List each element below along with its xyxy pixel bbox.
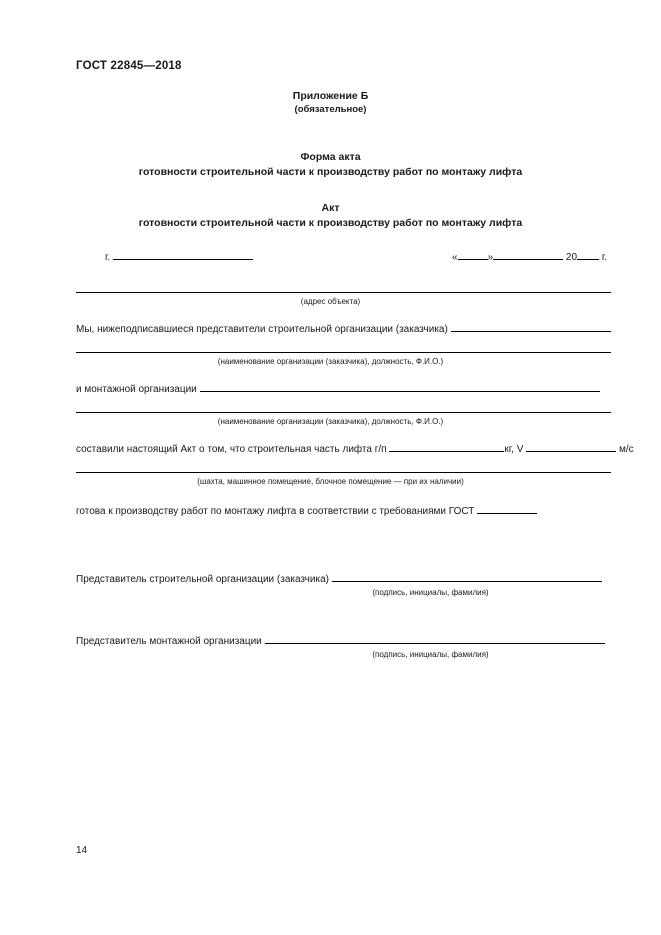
appendix-subtitle: (обязательное) bbox=[294, 104, 367, 115]
year-blank[interactable] bbox=[577, 248, 599, 260]
org-rule-2[interactable] bbox=[76, 412, 611, 413]
line-we-undersigned bbox=[76, 320, 611, 337]
appendix-block bbox=[0, 89, 661, 116]
installation-org-text: и монтажной организации bbox=[76, 384, 197, 395]
installation-org-blank[interactable] bbox=[200, 380, 600, 392]
unit-kg: кг, V bbox=[504, 444, 524, 455]
act-title-line2: готовности строительной части к производству работ по монтажу лифта bbox=[138, 217, 523, 229]
caption-signature-2: (подпись, инициалы, фамилия) bbox=[372, 650, 489, 659]
rep-construction-org-blank[interactable] bbox=[332, 570, 602, 582]
org-rule-1[interactable] bbox=[76, 352, 611, 353]
appendix-title: Приложение Б bbox=[292, 90, 369, 102]
drew-up-act-text: составили настоящий Акт о том, что строительная часть лифта г/п bbox=[76, 444, 387, 455]
act-title-line1: Акт bbox=[321, 202, 340, 214]
line-drew-up-act bbox=[76, 440, 634, 457]
rep-installation-org-blank[interactable] bbox=[265, 632, 605, 644]
unit-speed: м/с bbox=[618, 444, 634, 455]
ready-text: готова к производству работ по монтажу лифта в соответствии с требованиями ГОСТ bbox=[76, 506, 475, 517]
object-address-rule[interactable] bbox=[76, 292, 611, 293]
caption-shaft-note: (шахта, машинное помещение, блочное помещение — при их наличии) bbox=[197, 477, 464, 486]
city-label: г. bbox=[105, 252, 111, 263]
we-undersigned-blank[interactable] bbox=[451, 320, 611, 332]
year-prefix: 20 bbox=[565, 252, 578, 263]
quote-open: « bbox=[452, 252, 458, 263]
day-blank[interactable] bbox=[458, 248, 488, 260]
rep-installation-org-text: Представитель монтажной организации bbox=[76, 636, 262, 647]
date-field bbox=[452, 248, 607, 263]
line-installation-org bbox=[76, 380, 600, 397]
form-title-line1: Форма акта bbox=[300, 151, 361, 163]
speed-blank[interactable] bbox=[526, 440, 616, 452]
form-title bbox=[0, 150, 661, 180]
city-field bbox=[105, 248, 253, 263]
caption-signature-1: (подпись, инициалы, фамилия) bbox=[372, 588, 489, 597]
line-ready bbox=[76, 502, 537, 519]
page-number: 14 bbox=[76, 845, 88, 856]
city-blank[interactable] bbox=[113, 248, 253, 260]
capacity-blank[interactable] bbox=[389, 440, 504, 452]
quote-close: » bbox=[487, 252, 494, 263]
caption-org-details-2: (наименование организации (заказчика), должность, Ф.И.О.) bbox=[217, 417, 444, 426]
caption-object-address: (адрес объекта) bbox=[300, 297, 361, 306]
form-title-line2: готовности строительной части к производству работ по монтажу лифта bbox=[138, 166, 523, 178]
standard-header: ГОСТ 22845—2018 bbox=[76, 60, 182, 72]
rep-construction-org-text: Представитель строительной организации (заказчика) bbox=[76, 574, 329, 585]
shaft-rule[interactable] bbox=[76, 472, 611, 473]
month-blank[interactable] bbox=[493, 248, 563, 260]
line-rep-installation-org bbox=[76, 632, 605, 649]
line-rep-construction-org bbox=[76, 570, 602, 587]
gost-blank[interactable] bbox=[477, 502, 537, 514]
year-suffix: г. bbox=[601, 252, 608, 263]
we-undersigned-text: Мы, нижеподписавшиеся представители строительной организации (заказчика) bbox=[76, 324, 448, 335]
act-title bbox=[0, 201, 661, 231]
caption-org-details-1: (наименование организации (заказчика), должность, Ф.И.О.) bbox=[217, 357, 444, 366]
